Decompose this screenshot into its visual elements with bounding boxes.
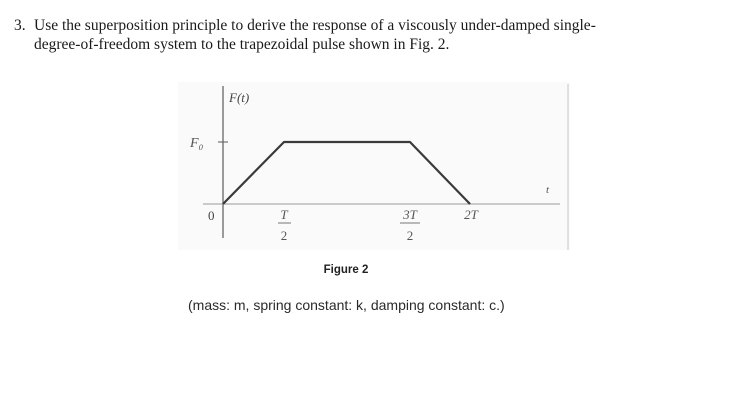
figure-caption: Figure 2 — [323, 264, 369, 276]
tick-t-half-denominator: 2 — [280, 228, 288, 243]
question-number: 3. — [14, 17, 26, 34]
f0-label: F₀ — [190, 136, 204, 151]
tick-3t-half-denominator: 2 — [406, 228, 414, 243]
figure-background — [178, 82, 570, 250]
tick-t-half-numerator: T — [280, 207, 288, 222]
question-line-1-text: Use the superposition principle to derive the response of a viscously under-damped single- — [34, 17, 596, 34]
x-axis-label: t — [546, 184, 550, 196]
question-line-2: degree-of-freedom system to the trapezoidal pulse shown in Fig. 2. — [34, 36, 450, 53]
parameters-note: (mass: m, spring constant: k, damping constant: c.) — [188, 297, 505, 313]
tick-2t-label: 2T — [464, 207, 478, 222]
tick-3t-half-numerator: 3T — [403, 207, 417, 222]
origin-label: 0 — [208, 208, 215, 223]
y-axis-label: F(t) — [229, 90, 250, 105]
